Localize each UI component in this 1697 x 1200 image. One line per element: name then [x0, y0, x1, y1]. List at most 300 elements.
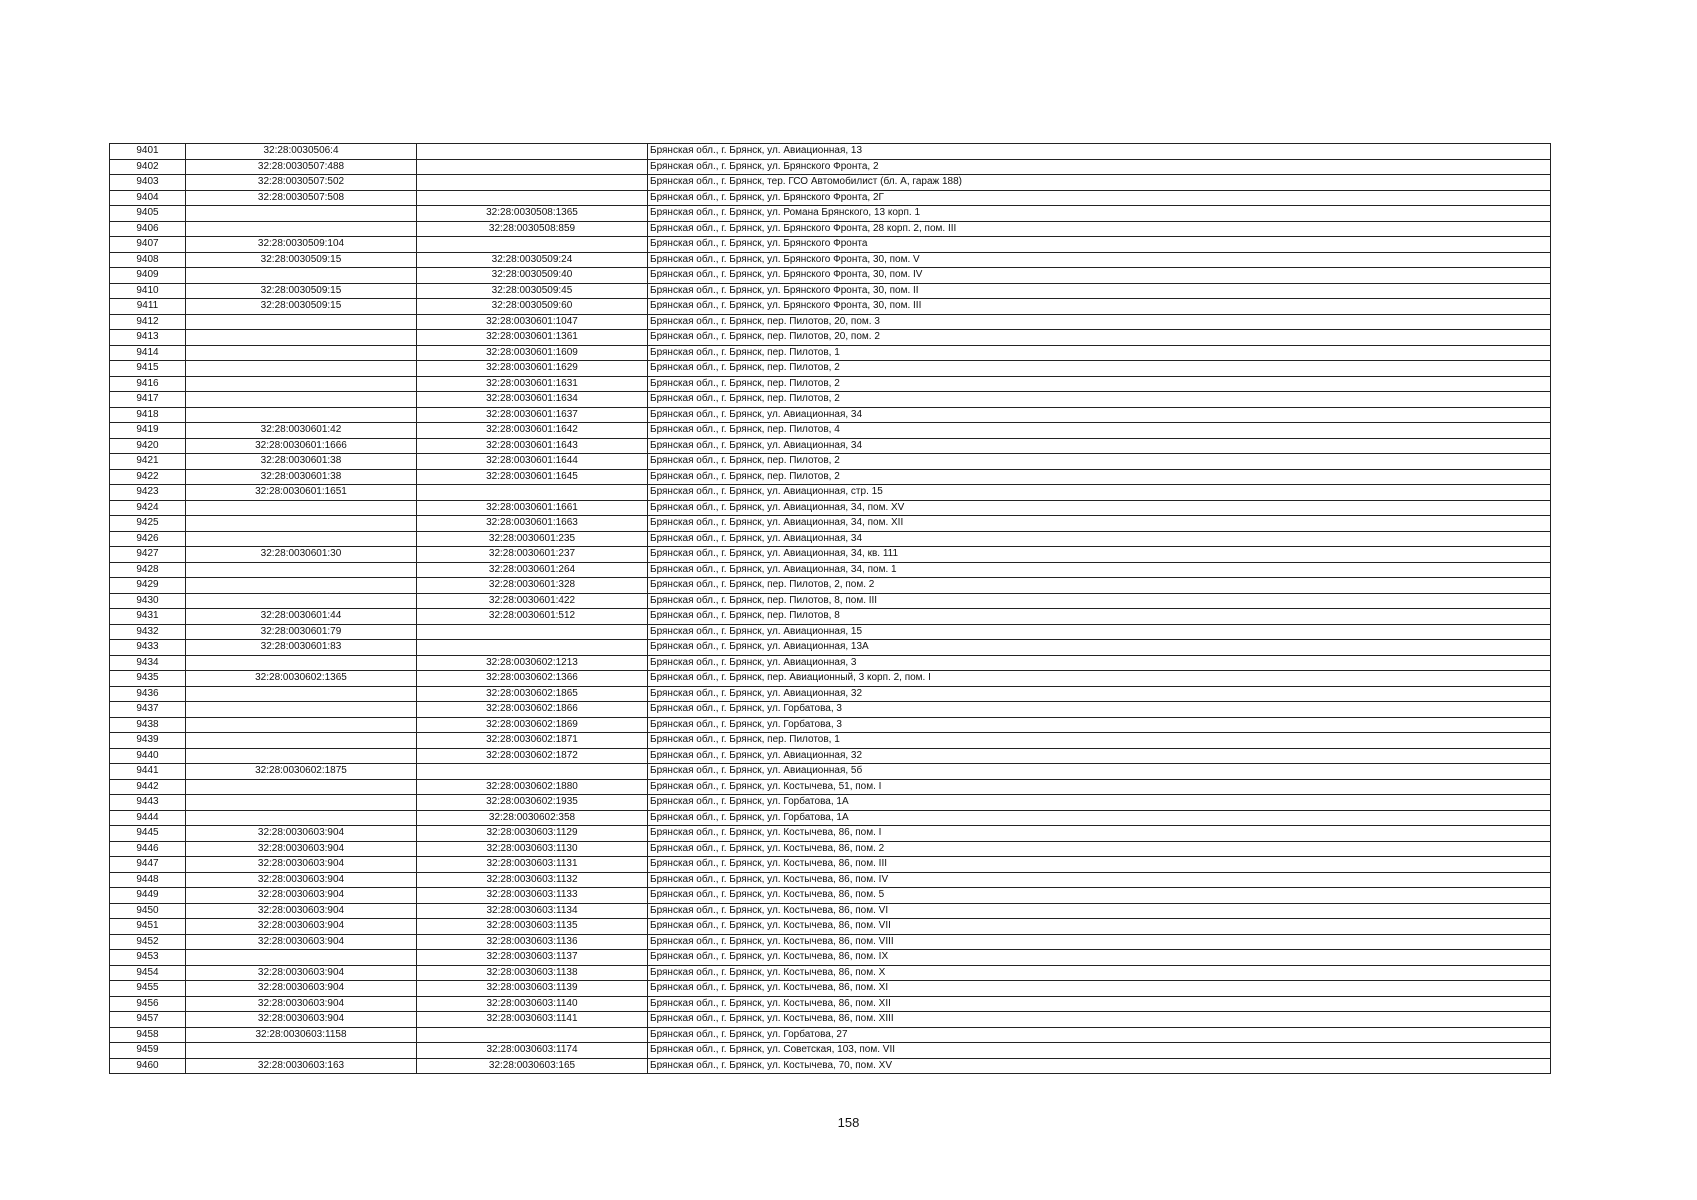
- cadastral-number-cell: 32:28:0030602:1872: [417, 748, 648, 764]
- address-cell: Брянская обл., г. Брянск, ул. Костычева, 86, пом. III: [648, 857, 1551, 873]
- parent-cadastral-number-cell: 32:28:0030603:904: [186, 1012, 417, 1028]
- row-number-cell: 9401: [110, 144, 186, 160]
- row-number-cell: 9447: [110, 857, 186, 873]
- cadastral-number-cell: 32:28:0030603:165: [417, 1058, 648, 1074]
- row-number-cell: 9432: [110, 624, 186, 640]
- cadastral-number-cell: 32:28:0030601:1361: [417, 330, 648, 346]
- address-cell: Брянская обл., г. Брянск, пер. Пилотов, 8: [648, 609, 1551, 625]
- row-number-cell: 9410: [110, 283, 186, 299]
- cadastral-number-cell: [417, 175, 648, 191]
- cadastral-number-cell: 32:28:0030509:40: [417, 268, 648, 284]
- address-cell: Брянская обл., г. Брянск, ул. Авиационная, 34, пом. 1: [648, 562, 1551, 578]
- cadastral-number-cell: 32:28:0030601:1661: [417, 500, 648, 516]
- address-cell: Брянская обл., г. Брянск, пер. Пилотов, 2: [648, 469, 1551, 485]
- row-number-cell: 9452: [110, 934, 186, 950]
- row-number-cell: 9459: [110, 1043, 186, 1059]
- table-row: [110, 1027, 1551, 1043]
- table-row: [110, 454, 1551, 470]
- table-row: [110, 965, 1551, 981]
- table-row: [110, 206, 1551, 222]
- cadastral-number-cell: [417, 624, 648, 640]
- parent-cadastral-number-cell: [186, 345, 417, 361]
- table-row: [110, 981, 1551, 997]
- table-row: [110, 702, 1551, 718]
- parent-cadastral-number-cell: 32:28:0030603:904: [186, 888, 417, 904]
- table-row: [110, 361, 1551, 377]
- row-number-cell: 9450: [110, 903, 186, 919]
- address-cell: Брянская обл., г. Брянск, ул. Авиационная, 34, кв. 111: [648, 547, 1551, 563]
- parent-cadastral-number-cell: [186, 702, 417, 718]
- table-row: [110, 950, 1551, 966]
- address-cell: Брянская обл., г. Брянск, ул. Авиационная, 34: [648, 438, 1551, 454]
- parent-cadastral-number-cell: [186, 330, 417, 346]
- cadastral-number-cell: 32:28:0030601:1644: [417, 454, 648, 470]
- cadastral-number-cell: 32:28:0030603:1130: [417, 841, 648, 857]
- parent-cadastral-number-cell: 32:28:0030603:904: [186, 934, 417, 950]
- page-number: 158: [837, 1115, 860, 1130]
- parent-cadastral-number-cell: [186, 686, 417, 702]
- table-row: [110, 407, 1551, 423]
- table-row: [110, 841, 1551, 857]
- address-cell: Брянская обл., г. Брянск, ул. Горбатова, 1А: [648, 795, 1551, 811]
- row-number-cell: 9402: [110, 159, 186, 175]
- row-number-cell: 9418: [110, 407, 186, 423]
- parent-cadastral-number-cell: [186, 779, 417, 795]
- address-cell: Брянская обл., г. Брянск, пер. Пилотов, 2, пом. 2: [648, 578, 1551, 594]
- cadastral-number-cell: [417, 190, 648, 206]
- cadastral-number-cell: 32:28:0030601:1663: [417, 516, 648, 532]
- address-cell: Брянская обл., г. Брянск, тер. ГСО Автомобилист (бл. А, гараж 188): [648, 175, 1551, 191]
- parent-cadastral-number-cell: 32:28:0030603:904: [186, 872, 417, 888]
- cadastral-number-cell: 32:28:0030603:1135: [417, 919, 648, 935]
- address-cell: Брянская обл., г. Брянск, ул. Авиационная, 3: [648, 655, 1551, 671]
- cadastral-number-cell: 32:28:0030601:1609: [417, 345, 648, 361]
- cadastral-number-cell: 32:28:0030508:859: [417, 221, 648, 237]
- address-cell: Брянская обл., г. Брянск, ул. Авиационная, 34: [648, 407, 1551, 423]
- cadastral-number-cell: 32:28:0030601:1629: [417, 361, 648, 377]
- address-cell: Брянская обл., г. Брянск, ул. Брянского Фронта, 30, пом. V: [648, 252, 1551, 268]
- table-row: [110, 717, 1551, 733]
- cadastral-number-cell: 32:28:0030601:1642: [417, 423, 648, 439]
- parent-cadastral-number-cell: 32:28:0030601:44: [186, 609, 417, 625]
- parent-cadastral-number-cell: [186, 733, 417, 749]
- table-row: [110, 764, 1551, 780]
- table-row: [110, 1058, 1551, 1074]
- parent-cadastral-number-cell: 32:28:0030603:904: [186, 996, 417, 1012]
- parent-cadastral-number-cell: 32:28:0030602:1365: [186, 671, 417, 687]
- row-number-cell: 9411: [110, 299, 186, 315]
- cadastral-number-cell: 32:28:0030601:1634: [417, 392, 648, 408]
- parent-cadastral-number-cell: [186, 578, 417, 594]
- table-row: [110, 175, 1551, 191]
- address-cell: Брянская обл., г. Брянск, ул. Костычева, 86, пом. 5: [648, 888, 1551, 904]
- address-cell: Брянская обл., г. Брянск, ул. Костычева, 86, пом. VI: [648, 903, 1551, 919]
- table-row: [110, 826, 1551, 842]
- address-cell: Брянская обл., г. Брянск, ул. Костычева, 70, пом. XV: [648, 1058, 1551, 1074]
- row-number-cell: 9441: [110, 764, 186, 780]
- row-number-cell: 9431: [110, 609, 186, 625]
- parent-cadastral-number-cell: 32:28:0030603:904: [186, 965, 417, 981]
- parent-cadastral-number-cell: 32:28:0030601:83: [186, 640, 417, 656]
- table-row: [110, 593, 1551, 609]
- cadastral-number-cell: 32:28:0030509:60: [417, 299, 648, 315]
- cadastral-number-cell: 32:28:0030601:1047: [417, 314, 648, 330]
- table-row: [110, 919, 1551, 935]
- parent-cadastral-number-cell: 32:28:0030603:904: [186, 857, 417, 873]
- parent-cadastral-number-cell: [186, 221, 417, 237]
- cadastral-number-cell: 32:28:0030508:1365: [417, 206, 648, 222]
- parent-cadastral-number-cell: 32:28:0030601:38: [186, 469, 417, 485]
- parent-cadastral-number-cell: [186, 376, 417, 392]
- cadastral-number-cell: [417, 144, 648, 160]
- cadastral-number-cell: [417, 640, 648, 656]
- cadastral-number-cell: 32:28:0030602:1880: [417, 779, 648, 795]
- address-cell: Брянская обл., г. Брянск, ул. Авиационная, 34, пом. XV: [648, 500, 1551, 516]
- address-cell: Брянская обл., г. Брянск, ул. Костычева, 86, пом. IV: [648, 872, 1551, 888]
- row-number-cell: 9422: [110, 469, 186, 485]
- parent-cadastral-number-cell: 32:28:0030507:488: [186, 159, 417, 175]
- table-row: [110, 330, 1551, 346]
- cadastral-number-cell: [417, 485, 648, 501]
- parent-cadastral-number-cell: [186, 268, 417, 284]
- address-cell: Брянская обл., г. Брянск, ул. Авиационная, стр. 15: [648, 485, 1551, 501]
- parent-cadastral-number-cell: 32:28:0030603:904: [186, 826, 417, 842]
- parent-cadastral-number-cell: 32:28:0030602:1875: [186, 764, 417, 780]
- table-row: [110, 469, 1551, 485]
- table-row: [110, 159, 1551, 175]
- table-row: [110, 252, 1551, 268]
- parent-cadastral-number-cell: [186, 516, 417, 532]
- cadastral-number-cell: 32:28:0030603:1134: [417, 903, 648, 919]
- cadastral-number-cell: 32:28:0030602:1366: [417, 671, 648, 687]
- table-row: [110, 144, 1551, 160]
- table-row: [110, 733, 1551, 749]
- row-number-cell: 9453: [110, 950, 186, 966]
- row-number-cell: 9425: [110, 516, 186, 532]
- address-cell: Брянская обл., г. Брянск, пер. Пилотов, 1: [648, 733, 1551, 749]
- parent-cadastral-number-cell: [186, 717, 417, 733]
- parent-cadastral-number-cell: [186, 392, 417, 408]
- row-number-cell: 9427: [110, 547, 186, 563]
- table-row: [110, 609, 1551, 625]
- row-number-cell: 9449: [110, 888, 186, 904]
- table-row: [110, 531, 1551, 547]
- table-row: [110, 671, 1551, 687]
- address-cell: Брянская обл., г. Брянск, пер. Пилотов, 2: [648, 454, 1551, 470]
- table-row: [110, 686, 1551, 702]
- row-number-cell: 9444: [110, 810, 186, 826]
- row-number-cell: 9445: [110, 826, 186, 842]
- table-row: [110, 748, 1551, 764]
- parent-cadastral-number-cell: [186, 795, 417, 811]
- parent-cadastral-number-cell: 32:28:0030509:15: [186, 283, 417, 299]
- address-cell: Брянская обл., г. Брянск, пер. Пилотов, 20, пом. 2: [648, 330, 1551, 346]
- parent-cadastral-number-cell: [186, 562, 417, 578]
- cadastral-number-cell: [417, 159, 648, 175]
- address-cell: Брянская обл., г. Брянск, пер. Авиационный, 3 корп. 2, пом. I: [648, 671, 1551, 687]
- cadastral-number-cell: 32:28:0030603:1131: [417, 857, 648, 873]
- row-number-cell: 9442: [110, 779, 186, 795]
- table-row: [110, 996, 1551, 1012]
- cadastral-number-cell: 32:28:0030601:264: [417, 562, 648, 578]
- row-number-cell: 9433: [110, 640, 186, 656]
- cadastral-number-cell: 32:28:0030601:328: [417, 578, 648, 594]
- address-cell: Брянская обл., г. Брянск, пер. Пилотов, 20, пом. 3: [648, 314, 1551, 330]
- table-row: [110, 888, 1551, 904]
- cadastral-number-cell: 32:28:0030602:1871: [417, 733, 648, 749]
- table-body: [110, 144, 1551, 1074]
- row-number-cell: 9460: [110, 1058, 186, 1074]
- address-cell: Брянская обл., г. Брянск, ул. Горбатова, 1А: [648, 810, 1551, 826]
- cadastral-number-cell: 32:28:0030601:1637: [417, 407, 648, 423]
- address-cell: Брянская обл., г. Брянск, ул. Костычева, 86, пом. 2: [648, 841, 1551, 857]
- row-number-cell: 9437: [110, 702, 186, 718]
- address-cell: Брянская обл., г. Брянск, ул. Брянского Фронта, 30, пом. IV: [648, 268, 1551, 284]
- table-row: [110, 392, 1551, 408]
- table-row: [110, 562, 1551, 578]
- address-cell: Брянская обл., г. Брянск, ул. Авиационная, 13А: [648, 640, 1551, 656]
- address-cell: Брянская обл., г. Брянск, ул. Авиационная, 15: [648, 624, 1551, 640]
- cadastral-number-cell: 32:28:0030509:45: [417, 283, 648, 299]
- address-cell: Брянская обл., г. Брянск, ул. Авиационная, 5б: [648, 764, 1551, 780]
- cadastral-number-cell: 32:28:0030603:1140: [417, 996, 648, 1012]
- parent-cadastral-number-cell: [186, 1043, 417, 1059]
- cadastral-number-cell: [417, 237, 648, 253]
- parent-cadastral-number-cell: [186, 314, 417, 330]
- table-row: [110, 578, 1551, 594]
- row-number-cell: 9435: [110, 671, 186, 687]
- parent-cadastral-number-cell: 32:28:0030603:163: [186, 1058, 417, 1074]
- row-number-cell: 9409: [110, 268, 186, 284]
- table-row: [110, 268, 1551, 284]
- address-cell: Брянская обл., г. Брянск, ул. Брянского Фронта: [648, 237, 1551, 253]
- row-number-cell: 9456: [110, 996, 186, 1012]
- parent-cadastral-number-cell: 32:28:0030506:4: [186, 144, 417, 160]
- table-row: [110, 903, 1551, 919]
- address-cell: Брянская обл., г. Брянск, ул. Горбатова, 3: [648, 717, 1551, 733]
- cadastral-number-cell: 32:28:0030602:358: [417, 810, 648, 826]
- row-number-cell: 9455: [110, 981, 186, 997]
- table-row: [110, 655, 1551, 671]
- parent-cadastral-number-cell: 32:28:0030601:1666: [186, 438, 417, 454]
- row-number-cell: 9457: [110, 1012, 186, 1028]
- parent-cadastral-number-cell: [186, 748, 417, 764]
- parent-cadastral-number-cell: [186, 810, 417, 826]
- table-row: [110, 345, 1551, 361]
- row-number-cell: 9424: [110, 500, 186, 516]
- address-cell: Брянская обл., г. Брянск, ул. Костычева, 51, пом. I: [648, 779, 1551, 795]
- row-number-cell: 9416: [110, 376, 186, 392]
- row-number-cell: 9404: [110, 190, 186, 206]
- parent-cadastral-number-cell: 32:28:0030601:79: [186, 624, 417, 640]
- table-row: [110, 438, 1551, 454]
- table-row: [110, 624, 1551, 640]
- cadastral-number-cell: 32:28:0030603:1129: [417, 826, 648, 842]
- row-number-cell: 9419: [110, 423, 186, 439]
- parent-cadastral-number-cell: [186, 407, 417, 423]
- table-row: [110, 376, 1551, 392]
- address-cell: Брянская обл., г. Брянск, ул. Брянского Фронта, 2: [648, 159, 1551, 175]
- parent-cadastral-number-cell: 32:28:0030601:42: [186, 423, 417, 439]
- cadastral-number-cell: 32:28:0030603:1133: [417, 888, 648, 904]
- table-row: [110, 500, 1551, 516]
- row-number-cell: 9415: [110, 361, 186, 377]
- table-row: [110, 1012, 1551, 1028]
- address-cell: Брянская обл., г. Брянск, ул. Авиационная, 13: [648, 144, 1551, 160]
- address-cell: Брянская обл., г. Брянск, ул. Авиационная, 34, пом. XII: [648, 516, 1551, 532]
- cadastral-number-cell: 32:28:0030602:1866: [417, 702, 648, 718]
- row-number-cell: 9448: [110, 872, 186, 888]
- parent-cadastral-number-cell: [186, 655, 417, 671]
- cadastral-number-cell: 32:28:0030603:1174: [417, 1043, 648, 1059]
- row-number-cell: 9429: [110, 578, 186, 594]
- row-number-cell: 9443: [110, 795, 186, 811]
- table-row: [110, 423, 1551, 439]
- table-row: [110, 237, 1551, 253]
- row-number-cell: 9423: [110, 485, 186, 501]
- parent-cadastral-number-cell: 32:28:0030601:30: [186, 547, 417, 563]
- cadastral-number-cell: 32:28:0030601:237: [417, 547, 648, 563]
- address-cell: Брянская обл., г. Брянск, ул. Брянского Фронта, 28 корп. 2, пом. III: [648, 221, 1551, 237]
- parent-cadastral-number-cell: 32:28:0030601:38: [186, 454, 417, 470]
- row-number-cell: 9439: [110, 733, 186, 749]
- row-number-cell: 9403: [110, 175, 186, 191]
- parent-cadastral-number-cell: 32:28:0030603:1158: [186, 1027, 417, 1043]
- parent-cadastral-number-cell: 32:28:0030603:904: [186, 841, 417, 857]
- table-row: [110, 190, 1551, 206]
- cadastral-number-cell: [417, 764, 648, 780]
- address-cell: Брянская обл., г. Брянск, ул. Горбатова, 3: [648, 702, 1551, 718]
- parent-cadastral-number-cell: 32:28:0030601:1651: [186, 485, 417, 501]
- table-row: [110, 547, 1551, 563]
- row-number-cell: 9446: [110, 841, 186, 857]
- address-cell: Брянская обл., г. Брянск, пер. Пилотов, 1: [648, 345, 1551, 361]
- address-cell: Брянская обл., г. Брянск, ул. Брянского Фронта, 2Г: [648, 190, 1551, 206]
- parent-cadastral-number-cell: [186, 593, 417, 609]
- cadastral-number-cell: 32:28:0030603:1137: [417, 950, 648, 966]
- table-row: [110, 872, 1551, 888]
- row-number-cell: 9412: [110, 314, 186, 330]
- address-cell: Брянская обл., г. Брянск, пер. Пилотов, 2: [648, 392, 1551, 408]
- row-number-cell: 9408: [110, 252, 186, 268]
- parent-cadastral-number-cell: 32:28:0030603:904: [186, 919, 417, 935]
- row-number-cell: 9434: [110, 655, 186, 671]
- address-cell: Брянская обл., г. Брянск, ул. Брянского Фронта, 30, пом. III: [648, 299, 1551, 315]
- row-number-cell: 9454: [110, 965, 186, 981]
- address-cell: Брянская обл., г. Брянск, ул. Костычева, 86, пом. IX: [648, 950, 1551, 966]
- table-row: [110, 934, 1551, 950]
- cadastral-number-cell: 32:28:0030603:1141: [417, 1012, 648, 1028]
- address-cell: Брянская обл., г. Брянск, пер. Пилотов, 2: [648, 376, 1551, 392]
- address-cell: Брянская обл., г. Брянск, ул. Костычева, 86, пом. XIII: [648, 1012, 1551, 1028]
- cadastral-number-cell: 32:28:0030601:235: [417, 531, 648, 547]
- table-row: [110, 299, 1551, 315]
- row-number-cell: 9413: [110, 330, 186, 346]
- table-row: [110, 810, 1551, 826]
- cadastral-number-cell: 32:28:0030603:1132: [417, 872, 648, 888]
- address-cell: Брянская обл., г. Брянск, ул. Авиационная, 32: [648, 686, 1551, 702]
- cadastral-number-cell: 32:28:0030602:1935: [417, 795, 648, 811]
- cadastral-number-cell: 32:28:0030601:1631: [417, 376, 648, 392]
- parent-cadastral-number-cell: [186, 531, 417, 547]
- cadastral-number-cell: 32:28:0030603:1136: [417, 934, 648, 950]
- address-cell: Брянская обл., г. Брянск, ул. Романа Брянского, 13 корп. 1: [648, 206, 1551, 222]
- parent-cadastral-number-cell: [186, 500, 417, 516]
- address-cell: Брянская обл., г. Брянск, ул. Советская, 103, пом. VII: [648, 1043, 1551, 1059]
- register-table: [109, 143, 1551, 1074]
- parent-cadastral-number-cell: 32:28:0030509:15: [186, 299, 417, 315]
- address-cell: Брянская обл., г. Брянск, пер. Пилотов, 2: [648, 361, 1551, 377]
- table-row: [110, 857, 1551, 873]
- row-number-cell: 9436: [110, 686, 186, 702]
- parent-cadastral-number-cell: [186, 950, 417, 966]
- address-cell: Брянская обл., г. Брянск, ул. Костычева, 86, пом. I: [648, 826, 1551, 842]
- cadastral-number-cell: 32:28:0030602:1869: [417, 717, 648, 733]
- parent-cadastral-number-cell: 32:28:0030509:104: [186, 237, 417, 253]
- cadastral-number-cell: 32:28:0030601:1643: [417, 438, 648, 454]
- row-number-cell: 9440: [110, 748, 186, 764]
- row-number-cell: 9438: [110, 717, 186, 733]
- cadastral-number-cell: 32:28:0030601:1645: [417, 469, 648, 485]
- address-cell: Брянская обл., г. Брянск, ул. Горбатова, 27: [648, 1027, 1551, 1043]
- parent-cadastral-number-cell: 32:28:0030507:502: [186, 175, 417, 191]
- table-row: [110, 283, 1551, 299]
- table-row: [110, 795, 1551, 811]
- cadastral-number-cell: 32:28:0030509:24: [417, 252, 648, 268]
- row-number-cell: 9414: [110, 345, 186, 361]
- row-number-cell: 9458: [110, 1027, 186, 1043]
- cadastral-number-cell: 32:28:0030603:1139: [417, 981, 648, 997]
- row-number-cell: 9426: [110, 531, 186, 547]
- table-row: [110, 779, 1551, 795]
- row-number-cell: 9421: [110, 454, 186, 470]
- address-cell: Брянская обл., г. Брянск, ул. Брянского Фронта, 30, пом. II: [648, 283, 1551, 299]
- parent-cadastral-number-cell: 32:28:0030509:15: [186, 252, 417, 268]
- parent-cadastral-number-cell: [186, 206, 417, 222]
- address-cell: Брянская обл., г. Брянск, ул. Костычева, 86, пом. VII: [648, 919, 1551, 935]
- address-cell: Брянская обл., г. Брянск, пер. Пилотов, 8, пом. III: [648, 593, 1551, 609]
- row-number-cell: 9451: [110, 919, 186, 935]
- cadastral-number-cell: 32:28:0030601:422: [417, 593, 648, 609]
- cadastral-number-cell: [417, 1027, 648, 1043]
- table-row: [110, 516, 1551, 532]
- row-number-cell: 9407: [110, 237, 186, 253]
- parent-cadastral-number-cell: 32:28:0030507:508: [186, 190, 417, 206]
- address-cell: Брянская обл., г. Брянск, ул. Костычева, 86, пом. XII: [648, 996, 1551, 1012]
- row-number-cell: 9420: [110, 438, 186, 454]
- parent-cadastral-number-cell: 32:28:0030603:904: [186, 903, 417, 919]
- table-row: [110, 221, 1551, 237]
- table-row: [110, 314, 1551, 330]
- table-row: [110, 485, 1551, 501]
- cadastral-number-cell: 32:28:0030603:1138: [417, 965, 648, 981]
- cadastral-number-cell: 32:28:0030602:1213: [417, 655, 648, 671]
- address-cell: Брянская обл., г. Брянск, ул. Авиационная, 34: [648, 531, 1551, 547]
- row-number-cell: 9406: [110, 221, 186, 237]
- address-cell: Брянская обл., г. Брянск, пер. Пилотов, 4: [648, 423, 1551, 439]
- parent-cadastral-number-cell: 32:28:0030603:904: [186, 981, 417, 997]
- address-cell: Брянская обл., г. Брянск, ул. Костычева, 86, пом. XI: [648, 981, 1551, 997]
- row-number-cell: 9417: [110, 392, 186, 408]
- table-row: [110, 640, 1551, 656]
- row-number-cell: 9430: [110, 593, 186, 609]
- parent-cadastral-number-cell: [186, 361, 417, 377]
- address-cell: Брянская обл., г. Брянск, ул. Авиационная, 32: [648, 748, 1551, 764]
- cadastral-number-cell: 32:28:0030601:512: [417, 609, 648, 625]
- row-number-cell: 9428: [110, 562, 186, 578]
- row-number-cell: 9405: [110, 206, 186, 222]
- cadastral-number-cell: 32:28:0030602:1865: [417, 686, 648, 702]
